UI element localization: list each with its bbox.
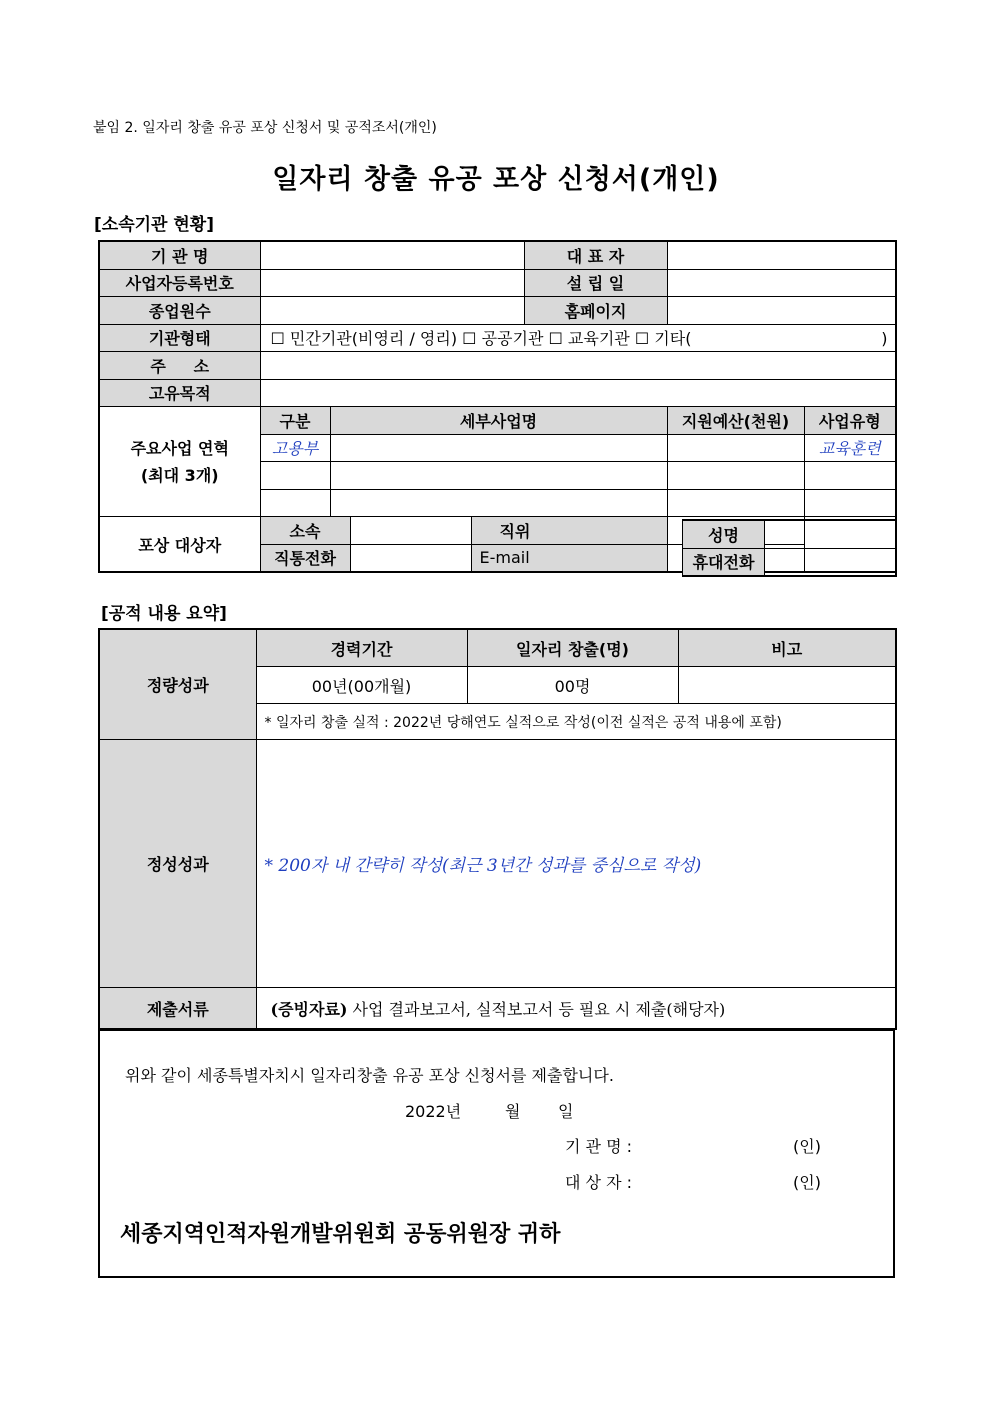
purpose-label: 고유목적: [99, 379, 260, 407]
merit-table: [98, 628, 897, 1030]
biz-reg-label: 사업자등록번호: [99, 269, 260, 297]
org-type-options[interactable]: [260, 324, 896, 352]
jobs-header: 일자리 창출(명): [467, 629, 678, 667]
employees-field[interactable]: [260, 297, 524, 325]
representative-field[interactable]: [667, 241, 896, 269]
project-2-type[interactable]: [804, 462, 896, 490]
affiliation-field[interactable]: [350, 517, 471, 545]
projects-header-type: 사업유형: [804, 407, 896, 435]
quantitative-label: 정량성과: [99, 629, 256, 740]
major-projects-label: [99, 407, 260, 517]
project-2-name[interactable]: [330, 462, 667, 490]
project-1-type[interactable]: 교육훈련: [804, 434, 896, 462]
project-2-budget[interactable]: [667, 462, 804, 490]
project-3-category[interactable]: [260, 489, 330, 517]
org-name-field[interactable]: [260, 241, 524, 269]
career-header: 경력기간: [256, 629, 467, 667]
projects-header-name: 세부사업명: [330, 407, 667, 435]
email-label: E-mail: [471, 544, 667, 572]
direct-phone-label: 직통전화: [260, 544, 350, 572]
employees-label: 종업원수: [99, 297, 260, 325]
documents-label: 제출서류: [99, 988, 256, 1030]
qualitative-label: 정성성과: [99, 740, 256, 988]
address-field[interactable]: [260, 352, 896, 380]
homepage-label: 홈페이지: [524, 297, 667, 325]
mobile-field[interactable]: [765, 548, 896, 576]
declaration-month: 월: [505, 1102, 521, 1121]
homepage-field[interactable]: [667, 297, 896, 325]
page-title: 일자리 창출 유공 포상 신청서(개인): [272, 164, 720, 195]
project-1-name[interactable]: [330, 434, 667, 462]
project-2-category[interactable]: [260, 462, 330, 490]
jobs-value[interactable]: 00명: [467, 667, 678, 704]
org-name-label: 기 관 명: [99, 241, 260, 269]
declaration-statement: 위와 같이 세종특별자치시 일자리창출 유공 포상 신청서를 제출합니다.: [125, 1066, 614, 1085]
founded-field[interactable]: [667, 269, 896, 297]
awardee-right-table: [682, 519, 897, 577]
address-label: [99, 352, 260, 380]
org-type-label: 기관형태: [99, 324, 260, 352]
mobile-label: 휴대전화: [683, 548, 765, 576]
biz-reg-field[interactable]: [260, 269, 524, 297]
purpose-field[interactable]: [260, 379, 896, 407]
affiliation-label: 소속: [260, 517, 350, 545]
projects-header-category: 구분: [260, 407, 330, 435]
major-projects-label-line1: 주요사업 연혁: [130, 438, 229, 458]
org-type-checkboxes[interactable]: ☐ 민간기관(비영리 / 영리) ☐ 공공기관 ☐ 교육기관 ☐ 기타(: [270, 329, 692, 349]
project-3-name[interactable]: [330, 489, 667, 517]
representative-label: 대 표 자: [524, 241, 667, 269]
declaration-org-label: 기 관 명 :: [565, 1137, 633, 1156]
project-1-category[interactable]: 고용부: [260, 434, 330, 462]
merit-section-heading: [공적 내용 요약]: [101, 604, 227, 624]
address-label-text: 주 소: [150, 356, 210, 376]
projects-header-budget: 지원예산(천원): [667, 407, 804, 435]
awardee-label: 포상 대상자: [99, 517, 260, 573]
project-3-type[interactable]: [804, 489, 896, 517]
direct-phone-field[interactable]: [350, 544, 471, 572]
founded-label: 설 립 일: [524, 269, 667, 297]
declaration-org-seal: (인): [793, 1137, 821, 1156]
documents-description: 사업 결과보고서, 실적보고서 등 필요 시 제출(해당자): [347, 999, 726, 1019]
qualitative-hint[interactable]: * 200자 내 간략히 작성(최근 3년간 성과를 중심으로 작성): [256, 740, 896, 988]
position-label: 직위: [471, 517, 667, 545]
declaration-day: 일: [558, 1102, 574, 1121]
project-1-budget[interactable]: [667, 434, 804, 462]
declaration-target-label: 대 상 자 :: [565, 1173, 633, 1192]
major-projects-label-line2: (최대 3개): [140, 465, 219, 485]
name-label: 성명: [683, 520, 765, 548]
quantitative-note: * 일자리 창출 실적 : 2022년 당해연도 실적으로 작성(이전 실적은 공적 내용에 포함): [256, 704, 896, 740]
org-type-close-paren: ): [881, 328, 888, 348]
career-value[interactable]: 00년(00개월): [256, 667, 467, 704]
org-section-heading: [소속기관 현황]: [94, 215, 214, 235]
remarks-header: 비고: [678, 629, 896, 667]
declaration-target-seal: (인): [793, 1173, 821, 1192]
documents-text: [256, 988, 896, 1030]
documents-evidence: (증빙자료): [270, 999, 348, 1019]
name-field[interactable]: [765, 520, 896, 548]
declaration-year: 2022년: [405, 1102, 462, 1121]
remarks-value[interactable]: [678, 667, 896, 704]
project-3-budget[interactable]: [667, 489, 804, 517]
attachment-caption: 붙임 2. 일자리 창출 유공 포상 신청서 및 공적조서(개인): [93, 120, 437, 136]
declaration-box: [98, 1030, 895, 1278]
declaration-recipient: 세종지역인적자원개발위원회 공동위원장 귀하: [120, 1221, 561, 1247]
